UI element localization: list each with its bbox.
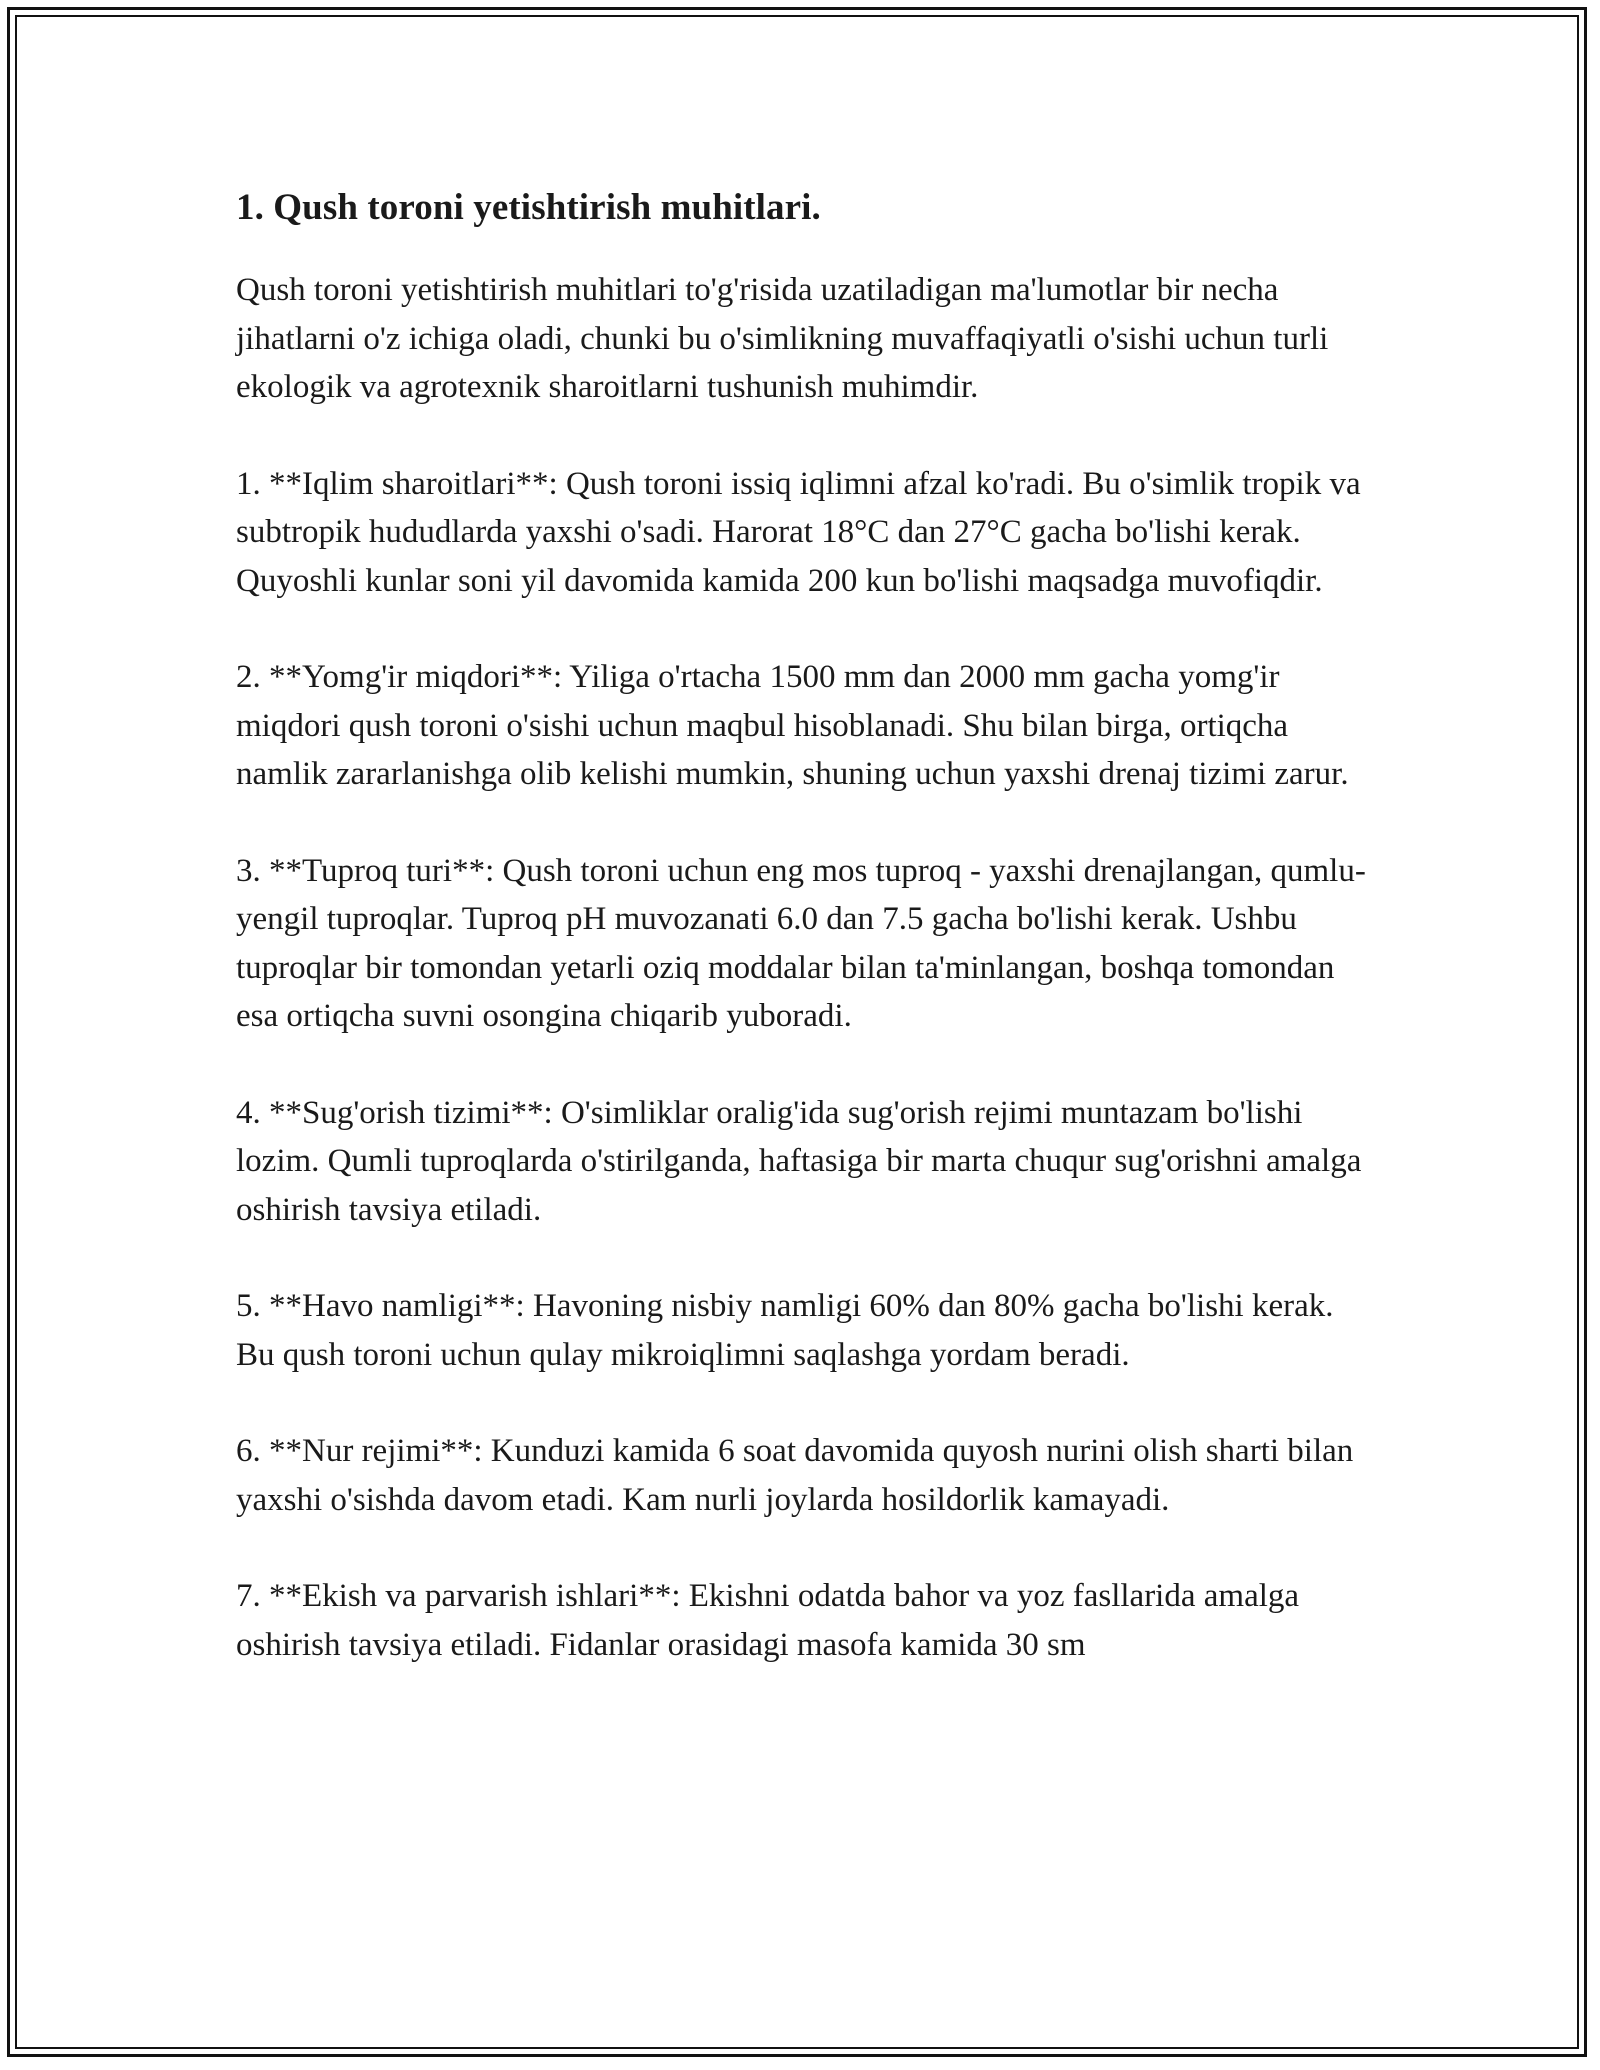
document-body <box>236 184 1366 1669</box>
paragraph-rainfall: 2. **Yomg'ir miqdori**: Yiliga o'rtacha 1500 mm dan 2000 mm gacha yomg'ir miqdori qush toroni o'sishi uchun maqbul hisoblanadi. Shu bilan birga, ortiqcha namlik zararlanishga olib kelishi mumkin, shuning uchun yaxshi drenaj tizimi zarur. <box>236 659 1349 792</box>
paragraph-irrigation: 4. **Sug'orish tizimi**: O'simliklar oralig'ida sug'orish rejimi muntazam bo'lishi lozim. Qumli tuproqlarda o'stirilganda, haftasiga bir marta chuqur sug'orishni amalga oshirish tavsiya etiladi. <box>236 1094 1362 1228</box>
intro-paragraph: Qush toroni yetishtirish muhitlari to'g'risida uzatiladigan ma'lumotlar bir necha jihatlarni o'z ichiga oladi, chunki bu o'simlikning muvaffaqiyatli o'sishi uchun turli ekologik va agrotexnik sharoitlarni tushunish muhimdir. <box>236 272 1329 405</box>
paragraph-soil: 3. **Tuproq turi**: Qush toroni uchun eng mos tuproq - yaxshi drenajlangan, qumlu-yengil tuproqlar. Tuproq pH muvozanati 6.0 dan 7.5 gacha bo'lishi kerak. Ushbu tuproqlar bir tomondan yetarli oziq moddalar bilan ta'minlangan, boshqa tomondan esa ortiqcha suvni osongina chiqarib yuboradi. <box>236 852 1366 1034</box>
paragraph-climate: 1. **Iqlim sharoitlari**: Qush toroni issiq iqlimni afzal ko'radi. Bu o'simlik tropik va subtropik hududlarda yaxshi o'sadi. Harorat 18°C dan 27°C gacha bo'lishi kerak. Quyoshli kunlar soni yil davomida kamida 200 kun bo'lishi maqsadga muvofiqdir. <box>236 465 1361 599</box>
paragraph-planting: 7. **Ekish va parvarish ishlari**: Ekishni odatda bahor va yoz fasllarida amalga oshirish tavsiya etiladi. Fidanlar orasidagi masofa kamida 30 sm <box>236 1578 1300 1663</box>
paragraph-light: 6. **Nur rejimi**: Kunduzi kamida 6 soat davomida quyosh nurini olish sharti bilan yaxshi o'sishda davom etadi. Kam nurli joylarda hosildorlik kamayadi. <box>236 1433 1354 1518</box>
page-title: 1. Qush toroni yetishtirish muhitlari. <box>236 187 821 228</box>
paragraph-humidity: 5. **Havo namligi**: Havoning nisbiy namligi 60% dan 80% gacha bo'lishi kerak. Bu qush toroni uchun qulay mikroiqlimni saqlashga yordam beradi. <box>236 1288 1334 1373</box>
